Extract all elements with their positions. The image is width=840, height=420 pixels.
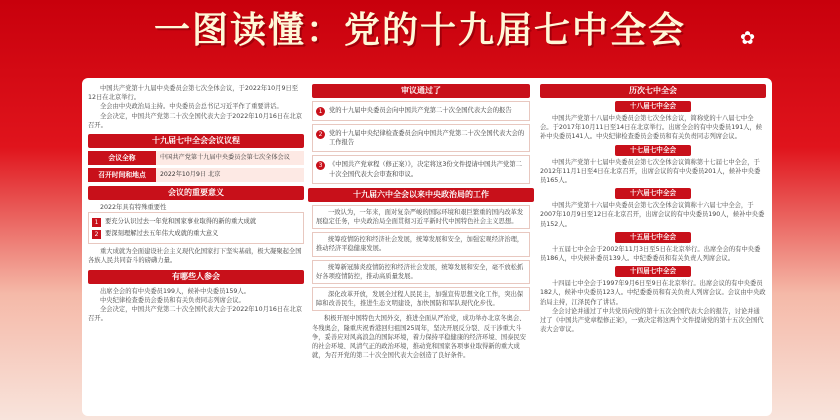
meeting-name-row — [88, 151, 304, 165]
number-badge: 1 — [92, 218, 101, 227]
review-item — [316, 129, 526, 147]
significance-item — [92, 217, 300, 227]
politburo-item-text: 深化改革开放，发展全过程人民民主，加强宣传思想文化工作，突出保障和改善民生，推进生态文明建设，加快国防和军队现代化步伐。 — [316, 291, 524, 308]
review-item-text: 党的十九届中央委员会向中国共产党第二十次全国代表大会的报告 — [329, 107, 512, 114]
significance-item — [92, 229, 300, 239]
session-text: 十四届七中全会于1997年9月6日至9日在北京举行。出席会议的有中央委员182人，候补中央委员123人。中纪委委员和有关负责人列席会议。会议由中央政治局主持，江泽民作了讲话。 — [540, 280, 766, 306]
session-text: 中国共产党第十六届中央委员会第七次全体会议简称十六届七中全会，于2007年10月9日至12日在北京召开，出席会议的有中央委员190人，候补中央委员152人。 — [540, 202, 765, 228]
review-item — [316, 106, 526, 116]
column-left — [88, 84, 304, 323]
review-item-box — [312, 101, 530, 121]
politburo-item-text: 统筹新冠肺炎疫情防控和经济社会发展，统筹发展和安全，毫不放松抓好各项疫情防控，推动高质量发展。 — [316, 263, 524, 280]
session-text: 十五届七中全会于2002年11月3日至5日在北京举行。出席全会的有中央委员186人，中央候补委员139人。中纪委委员和有关负责人列席会议。 — [540, 245, 761, 263]
meeting-time-value: 2022年10月9日 北京 — [156, 168, 304, 182]
review-item-text: 《中国共产党章程（修正案）》，决定将这3份文件提请中国共产党第二十次全国代表大会审查和审议。 — [329, 161, 522, 178]
meeting-time-key: 召开时间和地点 — [88, 168, 156, 182]
history-header: 历次七中全会 — [540, 84, 766, 98]
review-item-box — [312, 124, 530, 152]
dove-icon: ✿ — [740, 28, 756, 49]
politburo-item-box — [312, 260, 530, 284]
session-title: 十八届七中全会 — [615, 101, 691, 112]
politburo-header: 十九届六中全会以来中央政治局的工作 — [308, 188, 534, 202]
politburo-item-box — [312, 232, 530, 256]
attendees-text-1: 出席全会的有中央委员199人，候补中央委员159人。 — [100, 287, 250, 295]
politburo-item-text: 一致认为，一年来，面对复杂严峻的国际环境和艰巨繁重的国内改革发展稳定任务，中央政治局全面贯彻习近平新时代中国特色社会主义思想。 — [316, 208, 524, 226]
attendees-header: 有哪些人参会 — [88, 270, 304, 284]
session-text: 中国共产党第十七届中央委员会第七次全体会议简称第十七届七中全会，于2012年11月1日至4日在北京召开，出席会议的有中央委员201人，候补中央委员165人。 — [540, 158, 761, 185]
number-badge: 2 — [92, 230, 101, 239]
significance-box — [88, 212, 304, 244]
intro-text-1: 中国共产党第十九届中央委员会第七次全体会议，于2022年10月9日至12日在北京举行。 — [88, 85, 299, 102]
session-title: 十五届七中全会 — [615, 232, 691, 243]
session-title: 十七届七中全会 — [615, 145, 691, 156]
number-badge: 3 — [316, 161, 325, 170]
number-badge: 2 — [316, 130, 325, 139]
significance-header: 会议的重要意义 — [88, 186, 304, 200]
session-title: 十四届七中全会 — [615, 266, 691, 277]
intro-text-3: 全会决定，中国共产党第二十次全国代表大会于2022年10月16日在北京召开。 — [88, 112, 303, 129]
significance-item-text: 要充分认识过去一年党和国家事业取得的新的重大成就 — [105, 218, 257, 226]
significance-intro: 2022年具有特殊重要性 — [100, 204, 167, 212]
attendees-text-2: 中央纪律检查委员会委员和有关负责同志列席会议。 — [100, 296, 245, 304]
intro-text-2: 全会由中央政治局主持。中央委员会总书记习近平作了重要讲话。 — [100, 103, 283, 111]
significance-item-text: 要深刻理解过去五年伟大成就的重大意义 — [105, 230, 219, 238]
review-item — [316, 160, 526, 178]
significance-tail: 重大成就为全面建设社会主义现代化国家打下坚实基础，极大凝聚起全国各族人民共同奋斗的磅礴力量。 — [88, 248, 302, 265]
politburo-item-text: 统筹疫情防控和经济社会发展，统筹发展和安全，加强宏观经济治理，推动经济平稳健康发展。 — [316, 236, 524, 253]
number-badge: 1 — [316, 107, 325, 116]
politburo-tail: 积极开展中国特色大国外交，推进全面从严治党，成功举办北京冬奥会、冬残奥会，隆重庆祝香港回归祖国25周年，坚决开展反分裂、反干涉重大斗争，妥善应对风高浪急的国际环境，着力保持平稳健康的经济环境、国泰民安的社会环境、风清气正的政治环境，推动党和国家各项事业取得新的重大成就，为召开党的第二十次全国代表大会创造了良好条件。 — [312, 315, 527, 360]
review-item-box — [312, 155, 530, 183]
review-header: 审议通过了 — [312, 84, 530, 98]
politburo-item-box — [312, 287, 530, 311]
column-middle — [312, 84, 530, 360]
page-title: 一图读懂：党的十九届七中全会 — [153, 10, 686, 51]
session-text: 中国共产党第十八届中央委员会第七次全体会议，简称党的十八届七中全会。于2017年10月11日至14日在北京举行。出席全会的有中央委员191人，候补中央委员141人。中央纪律检查委员会委员和有关负责同志列席会议。 — [540, 115, 763, 141]
attendees-text-3: 全会决定，中国共产党第二十次全国代表大会于2022年10月16日在北京召开。 — [88, 306, 303, 323]
agenda-header: 十九届七中全会会议议程 — [88, 134, 304, 148]
review-item-text: 党的十九届中央纪律检查委员会向中国共产党第二十次全国代表大会的工作报告 — [329, 130, 525, 147]
meeting-name-value: 中国共产党第十九届中央委员会第七次全体会议 — [156, 151, 304, 165]
meeting-name-key: 会议全称 — [88, 151, 156, 165]
session-title: 十六届七中全会 — [615, 188, 691, 199]
politburo-item-box — [312, 205, 530, 229]
meeting-time-row — [88, 168, 304, 182]
session-tail: 全会讨论并通过了中共党员向党的第十五次全国代表大会的报告，讨论并通过了《中国共产党章程修正案》，一致决定将这两个文件提请党的第十五次全国代表大会审议。 — [540, 307, 764, 334]
column-right — [540, 84, 766, 334]
